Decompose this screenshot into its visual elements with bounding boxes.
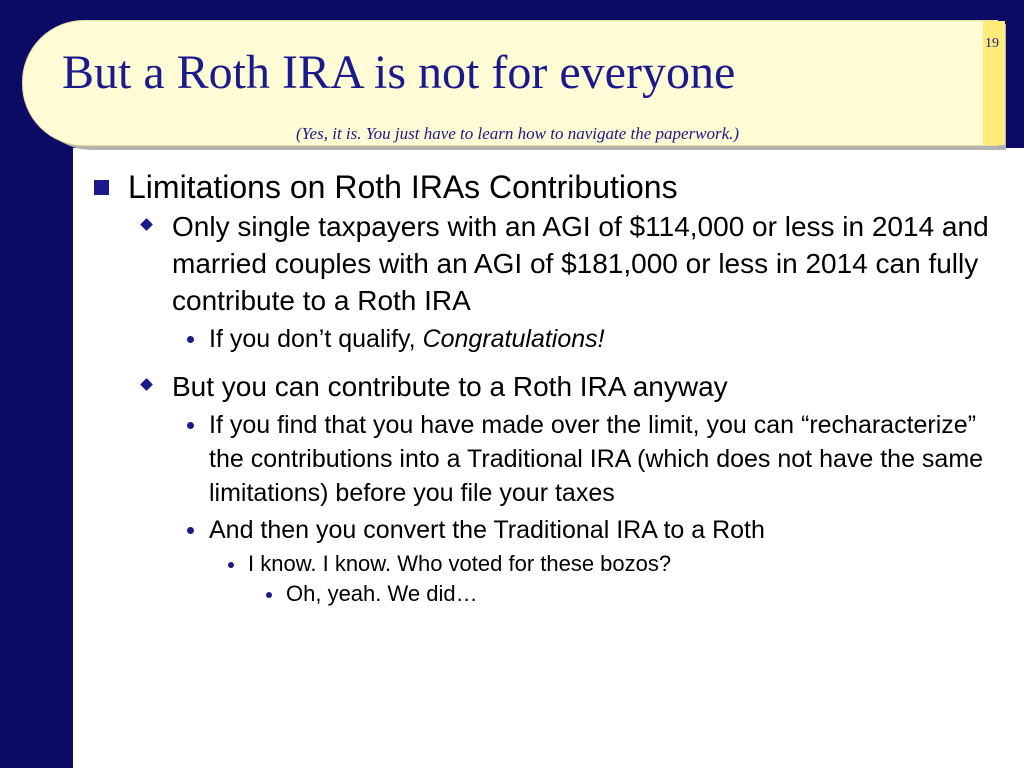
bullet-level-3 (94, 513, 994, 547)
dot-bullet-icon (228, 562, 234, 568)
bullet-text: Oh, yeah. We did… (286, 581, 478, 606)
bullet-emphasis: Congratulations! (422, 325, 605, 353)
bullet-level-2 (94, 208, 994, 319)
bullet-level-3 (94, 408, 994, 510)
dot-bullet-icon (187, 336, 194, 343)
bullet-level-2 (94, 368, 994, 405)
diamond-bullet-icon (140, 378, 153, 391)
dot-bullet-icon (266, 592, 272, 598)
diamond-bullet-icon (140, 218, 153, 231)
bullet-level-1 (94, 168, 994, 206)
bullet-text: But you can contribute to a Roth IRA anyway (172, 371, 728, 402)
bullet-level-5 (94, 579, 994, 609)
bullet-text: And then you convert the Traditional IRA to a Roth (209, 516, 765, 544)
bullet-level-3 (94, 322, 994, 356)
bullet-level-4 (94, 549, 994, 579)
slide-title: But a Roth IRA is not for everyone (62, 46, 736, 99)
slide-body (94, 168, 994, 609)
bullet-text: If you don’t qualify, (209, 325, 423, 353)
slide-number: 19 (985, 36, 999, 51)
bullet-text: Limitations on Roth IRAs Contributions (128, 169, 678, 205)
bullet-text: Only single taxpayers with an AGI of $114,000 or less in 2014 and married couples with an AGI of $181,000 or less in 2014 can fully contribute to a Roth IRA (172, 211, 989, 316)
square-bullet-icon (94, 180, 109, 195)
bullet-text: I know. I know. Who voted for these bozos? (248, 551, 672, 576)
dot-bullet-icon (187, 527, 194, 534)
slide-subtitle: (Yes, it is. You just have to learn how to navigate the paperwork.) (296, 124, 740, 143)
dot-bullet-icon (187, 422, 194, 429)
bullet-text: If you find that you have made over the limit, you can “recharacterize” the contributions into a Traditional IRA (which does not have the same limitations) before you file your taxes (209, 411, 984, 507)
